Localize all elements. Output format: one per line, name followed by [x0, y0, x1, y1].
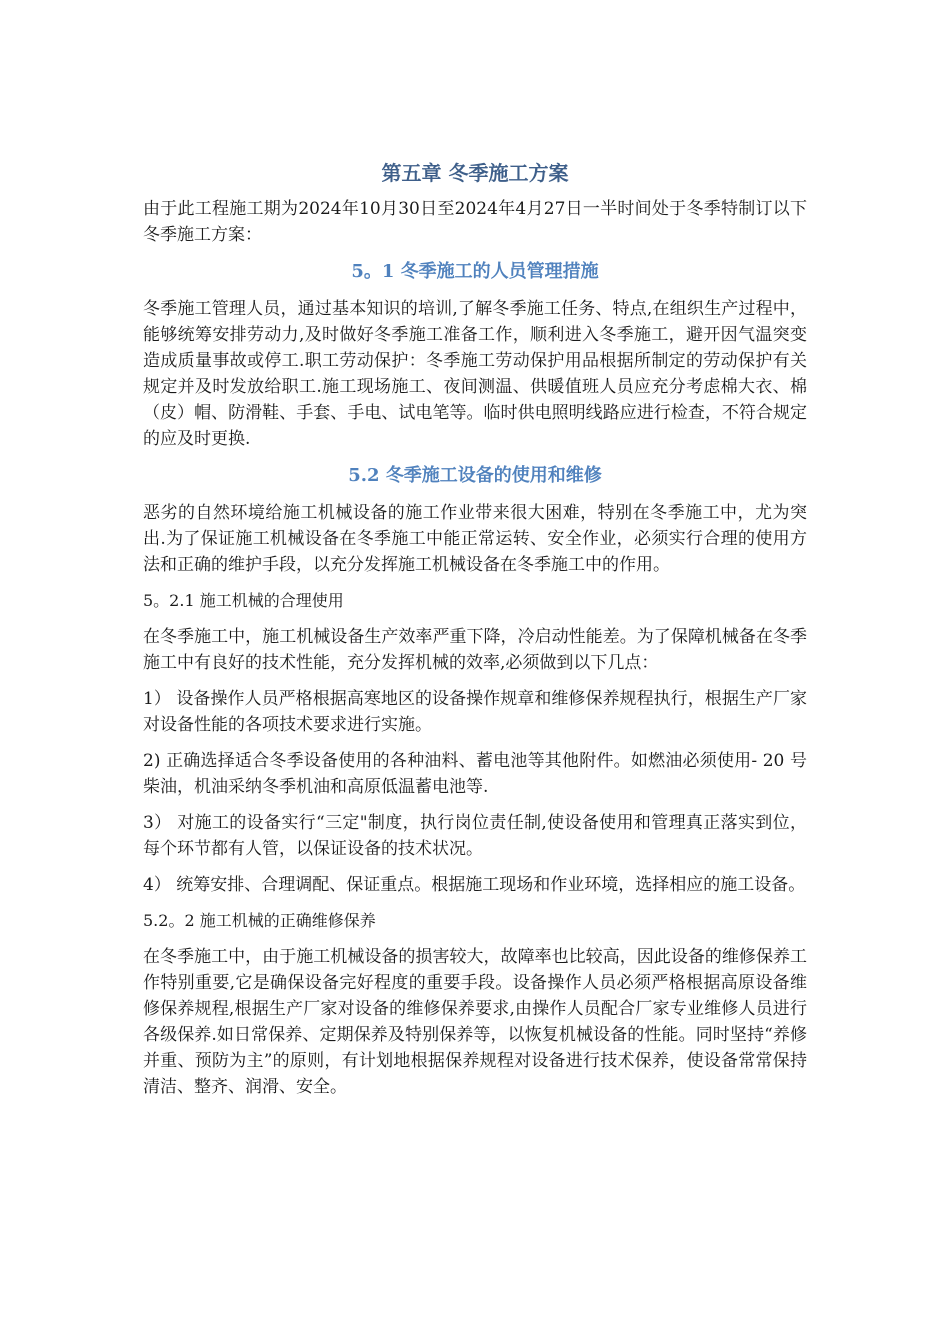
section-5-2-paragraph: 恶劣的自然环境给施工机械设备的施工作业带来很大困难，特别在冬季施工中，尤为突出.为了保证施工机械设备在冬季施工中能正常运转、安全作业，必须实行合理的使用方法和正确的维护手段，以充分发挥施工机械设备在冬季施工中的作用。	[143, 503, 807, 575]
subsection-5-2-1-paragraph: 在冬季施工中，施工机械设备生产效率严重下降，冷启动性能差。为了保障机械备在冬季施工中有良好的技术性能，充分发挥机械的效率,必须做到以下几点：	[143, 627, 807, 673]
section-5-1-paragraph: 冬季施工管理人员，通过基本知识的培训,了解冬季施工任务、特点,在组织生产过程中，能够统筹安排劳动力,及时做好冬季施工准备工作，顺利进入冬季施工，避开因气温突变造成质量事故或停工.职工劳动保护：冬季施工劳动保护用品根据所制定的劳动保护有关规定并及时发放给职工.施工现场施工、夜间测温、供暖值班人员应充分考虑棉大衣、棉（皮）帽、防滑鞋、手套、手电、试电笔等。临时供电照明线路应进行检查，不符合规定的应及时更换.	[143, 299, 807, 449]
subsection-5-2-2-paragraph: 在冬季施工中，由于施工机械设备的损害较大，故障率也比较高，因此设备的维修保养工作特别重要,它是确保设备完好程度的重要手段。设备操作人员必须严格根据高原设备维修保养规程,根据生产厂家对设备的维修保养要求,由操作人员配合厂家专业维修人员进行各级保养.如日常保养、定期保养及特别保养等，以恢复机械设备的性能。同时坚持“养修并重、预防为主”的原则，有计划地根据保养规程对设备进行技术保养，使设备常常保持清洁、整齐、润滑、安全。	[143, 947, 807, 1097]
document-page	[143, 158, 807, 1110]
intro-paragraph: 由于此工程施工期为2024年10月30日至2024年4月27日一半时间处于冬季特制订以下冬季施工方案：	[143, 199, 807, 245]
list-item-1: 1） 设备操作人员严格根据高寒地区的设备操作规章和维修保养规程执行，根据生产厂家对设备性能的各项技术要求进行实施。	[143, 689, 807, 735]
subsection-heading-5-2-1: 5。2.1 施工机械的合理使用	[143, 591, 344, 610]
chapter-title: 第五章 冬季施工方案	[381, 161, 569, 185]
subsection-heading-5-2-2: 5.2。2 施工机械的正确维修保养	[143, 911, 376, 930]
list-item-3: 3） 对施工的设备实行“三定"制度，执行岗位责任制,使设备使用和管理真正落实到位，每个环节都有人管，以保证设备的技术状况。	[143, 813, 807, 859]
list-item-4: 4） 统筹安排、合理调配、保证重点。根据施工现场和作业环境，选择相应的施工设备。	[143, 875, 806, 895]
section-heading-5-2: 5.2 冬季施工设备的使用和维修	[348, 465, 602, 486]
section-heading-5-1: 5。1 冬季施工的人员管理措施	[351, 261, 599, 282]
list-item-2: 2) 正确选择适合冬季设备使用的各种油料、蓄电池等其他附件。如燃油必须使用- 20 号柴油，机油采纳冬季机油和高原低温蓄电池等.	[143, 751, 807, 797]
